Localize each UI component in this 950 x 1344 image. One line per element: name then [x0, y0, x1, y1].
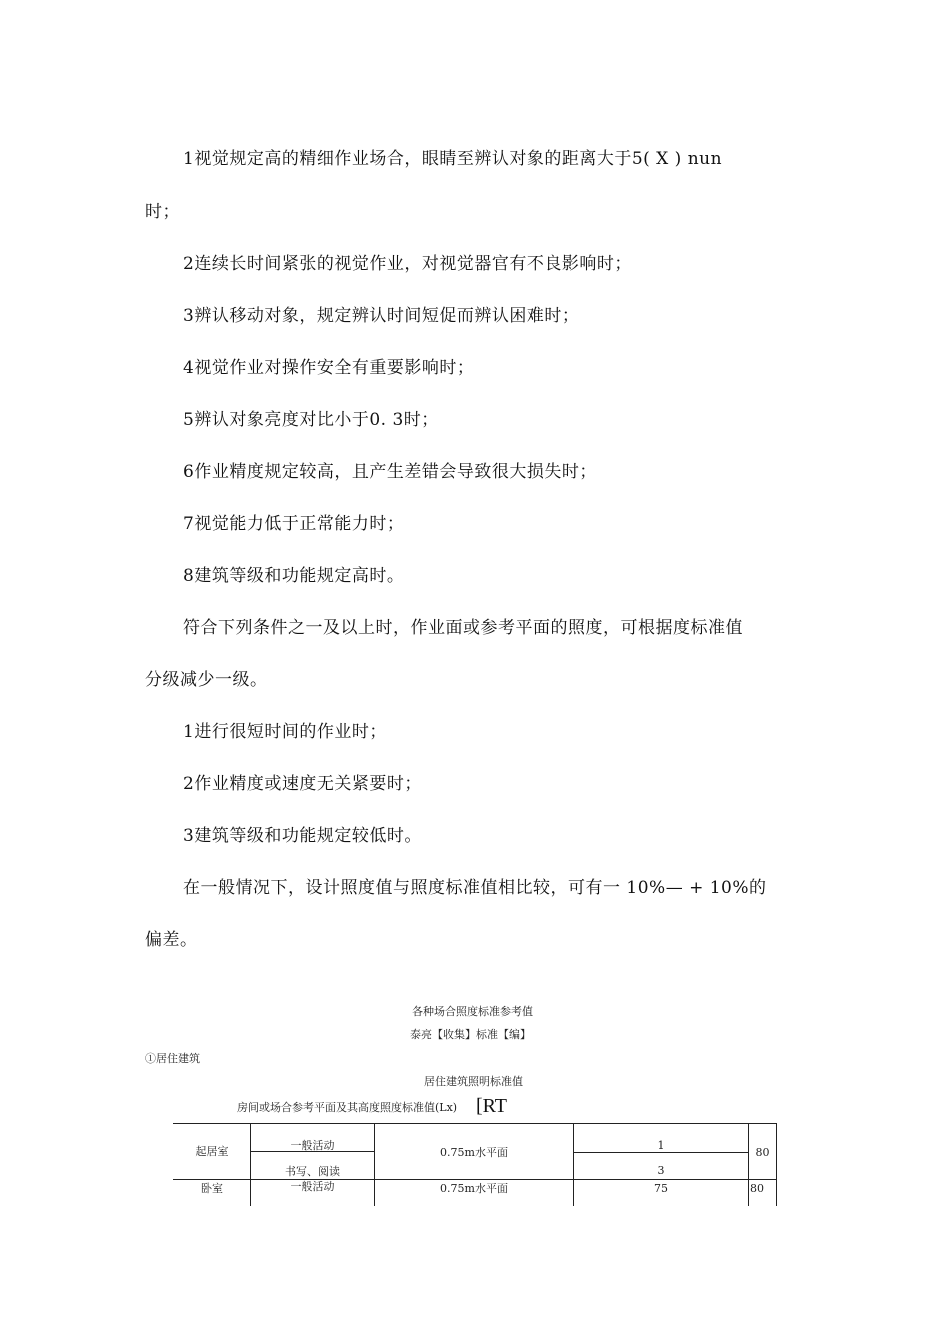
paragraph-reduce-1: 1进行很短时间的作业时； — [183, 722, 387, 742]
table-header-text: 房间或场合参考平面及其高度照度标准值(Lx) — [237, 1101, 458, 1114]
table-cell-ra: 80 — [750, 1182, 764, 1195]
paragraph-1: 1视觉规定高的精细作业场合，眼睛至辨认对象的距离大于5( X ) nun — [183, 149, 723, 169]
table-cell-value: 3 — [657, 1164, 665, 1177]
paragraph-1-cont: 时； — [145, 202, 180, 222]
paragraph-2: 2连续长时间紧张的视觉作业，对视觉器官有不良影响时； — [183, 254, 632, 274]
table-caption: 居住建筑照明标准值 — [424, 1075, 523, 1088]
paragraph-reduce-3: 3建筑等级和功能规定较低时。 — [183, 826, 422, 846]
paragraph-reduce-2: 2作业精度或速度无关紧要时； — [183, 774, 422, 794]
paragraph-8: 8建筑等级和功能规定高时。 — [183, 566, 405, 586]
table-cell-value: 1 — [657, 1139, 665, 1152]
paragraph-deviation-cont: 偏差。 — [145, 930, 198, 950]
paragraph-4: 4视觉作业对操作安全有重要影响时； — [183, 358, 475, 378]
table-cell-activity: 一般活动 — [290, 1139, 335, 1152]
table-cell-plane: 0.75m水平面 — [440, 1182, 508, 1195]
section-label: ①居住建筑 — [145, 1052, 200, 1065]
table-section-credit: 泰亮【收集】标准【编】 — [410, 1028, 531, 1041]
paragraph-3: 3辨认移动对象，规定辨认时间短促而辨认困难时； — [183, 306, 580, 326]
paragraph-6: 6作业精度规定较高，且产生差错会导致很大损失时； — [183, 462, 597, 482]
table-right-border — [776, 1123, 777, 1206]
table-header-rt: [RT — [476, 1095, 508, 1117]
paragraph-deviation: 在一般情况下，设计照度值与照度标准值相比较，可有一 10%— + 10%的 — [183, 878, 767, 898]
table-value-divider — [573, 1152, 748, 1153]
paragraph-5: 5辨认对象亮度对比小于0. 3时； — [183, 410, 439, 430]
table-cell-activity: 书写、阅读 — [285, 1165, 340, 1178]
table-cell-room: 起居室 — [195, 1145, 229, 1158]
table-cell-value: 75 — [654, 1182, 668, 1195]
table-cell-plane: 0.75m水平面 — [440, 1146, 508, 1159]
table-cell-ra: 80 — [755, 1146, 770, 1159]
paragraph-reduce-cont: 分级减少一级。 — [145, 670, 268, 690]
paragraph-reduce: 符合下列条件之一及以上时，作业面或参考平面的照度，可根据度标准值 — [183, 618, 743, 638]
table-section-title: 各种场合照度标准参考值 — [412, 1005, 533, 1018]
table-top-border — [173, 1123, 777, 1124]
table-cell-room: 卧室 — [201, 1182, 223, 1195]
table-cell-activity: 一般活动 — [290, 1180, 335, 1193]
paragraph-7: 7视觉能力低于正常能力时； — [183, 514, 405, 534]
